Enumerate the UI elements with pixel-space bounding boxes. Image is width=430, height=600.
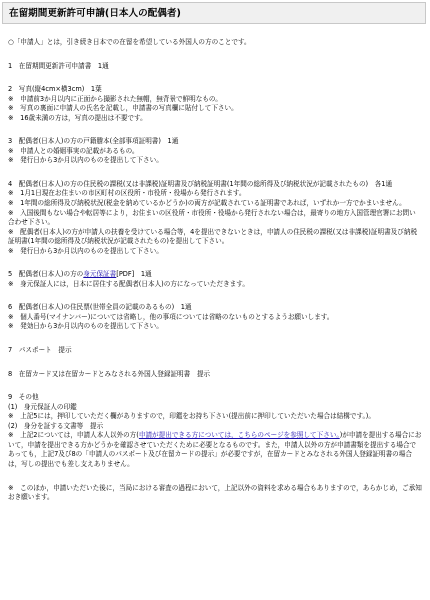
page-title-bar xyxy=(2,2,426,24)
note-text: ※ 上記2については，申請人本人以外の方( xyxy=(8,431,139,440)
page-title: 在留期間更新許可申請(日本人の配偶者) xyxy=(9,8,181,19)
note-line: ※ 発効日から3か月以内のものを提出して下さい。 xyxy=(8,322,163,331)
note-line: ※ 配偶者(日本人)の方が申請人の扶養を受けている場合等，4を提出できないときは，申請人の住民税の課税(又は非課税)証明書及び納税証明書(1年間の総所得及び納税状況が記載されたもの)を提出して下さい。 xyxy=(8,227,418,246)
section-4 xyxy=(8,180,422,256)
note-line: ※ 入国後間もない場合や転居等により，お住まいの区役所・市役所・役場から発行されない場合は，最寄りの地方入国管理官署にお問い合わせ下さい。 xyxy=(8,208,416,227)
section-8 xyxy=(8,370,422,380)
section-heading: 6 配偶者(日本人)の住民票(世帯全員の記載のあるもの) 1通 xyxy=(8,303,192,312)
section-heading: 8 在留カード又は在留カードとみなされる外国人登録証明書 提示 xyxy=(8,369,211,378)
note-line: ※ 申請人との婚姻事実の記載があるもの。 xyxy=(8,146,139,155)
section-heading: 9 その他 xyxy=(8,393,39,402)
section-heading: 2 写真(縦4cm×横3cm) 1葉 xyxy=(8,85,102,94)
section-6 xyxy=(8,303,422,332)
section-2 xyxy=(8,85,422,123)
intro-text: ○「申請人」とは，引き続き日本での在留を希望している外国人の方のことです。 xyxy=(8,38,251,46)
section-7 xyxy=(8,346,422,356)
guarantor-form-link[interactable]: 身元保証書 xyxy=(83,270,117,279)
sub-heading: (1) 身元保証人の印鑑 xyxy=(8,402,77,411)
section-heading: 7 パスポート 提示 xyxy=(8,346,72,355)
heading-text: [PDF] 1通 xyxy=(116,270,152,279)
note-line: ※ 上記5には，押印していただく欄がありますので，印鑑をお持ち下さい(提出前に押印していただいた場合は結構です。)。 xyxy=(8,412,375,421)
heading-text: 5 配偶者(日本人)の方の xyxy=(8,270,84,279)
section-1 xyxy=(8,62,422,72)
eligible-applicant-link[interactable]: 申請が提出できる方については，こちらのページを参照して下さい。 xyxy=(138,431,340,440)
requirements-list xyxy=(8,62,422,380)
section-heading xyxy=(8,270,422,280)
note-line: ※ 発行日から3か月以内のものを提出して下さい。 xyxy=(8,246,163,255)
note-line: ※ 発行日から3か月以内のものを提出して下さい。 xyxy=(8,156,163,165)
note-line: ※ 写真の裏面に申請人の氏名を記載し，申請書の写真欄に貼付して下さい。 xyxy=(8,104,238,113)
note-line: ※ 個人番号(マイナンバー)については省略し，他の事項については省略のないものとするようお願いします。 xyxy=(8,312,334,321)
document-body xyxy=(8,38,422,503)
footer-note: ※ このほか，申請いただいた後に，当局における審査の過程において，上記以外の資料を求める場合もありますので，あらかじめ，ご承知おき願います。 xyxy=(8,483,422,502)
section-heading: 1 在留期間更新許可申請書 1通 xyxy=(8,61,109,70)
note-line: ※ 身元保証人には，日本に居住する配偶者(日本人)の方になっていただきます。 xyxy=(8,279,249,288)
section-9 xyxy=(8,393,422,469)
note-line: ※ 1年間の総所得及び納税状況(税金を納めているかどうか)の両方が記載されている証明書であれば，いずれか一方でかまいません。 xyxy=(8,199,406,208)
section-3 xyxy=(8,137,422,166)
note-line: ※ 16歳未満の方は，写真の提出は不要です。 xyxy=(8,113,147,122)
note-line xyxy=(8,431,422,469)
sub-heading: (2) 身分を証する文書等 提示 xyxy=(8,421,104,430)
note-text: )が申請を提出する場合において，申請を提出できる方かどうかを確認させていただくために必要となるものです。また，申請人以外の方が申請書類を提出する場合であっても，上記7及び8の「申請人のパスポート及び在留カードの提示」が必要ですが，在留カードとみなされる外国人登録証明書の場合は，写しの提出でも差し支えありません。 xyxy=(8,431,422,468)
section-heading: 4 配偶者(日本人)の方の住民税の課税(又は非課税)証明書及び納税証明書(1年間の総所得及び納税状況が記載されたもの) 各1通 xyxy=(8,179,393,188)
note-line: ※ 申請前3か月以内に正面から撮影された無帽，無背景で鮮明なもの。 xyxy=(8,94,222,103)
section-heading: 3 配偶者(日本人)の方の戸籍謄本(全部事項証明書) 1通 xyxy=(8,137,179,146)
section-5 xyxy=(8,270,422,289)
note-line: ※ 1月1日現在お住まいの市区町村の区役所・市役所・役場から発行されます。 xyxy=(8,189,246,198)
